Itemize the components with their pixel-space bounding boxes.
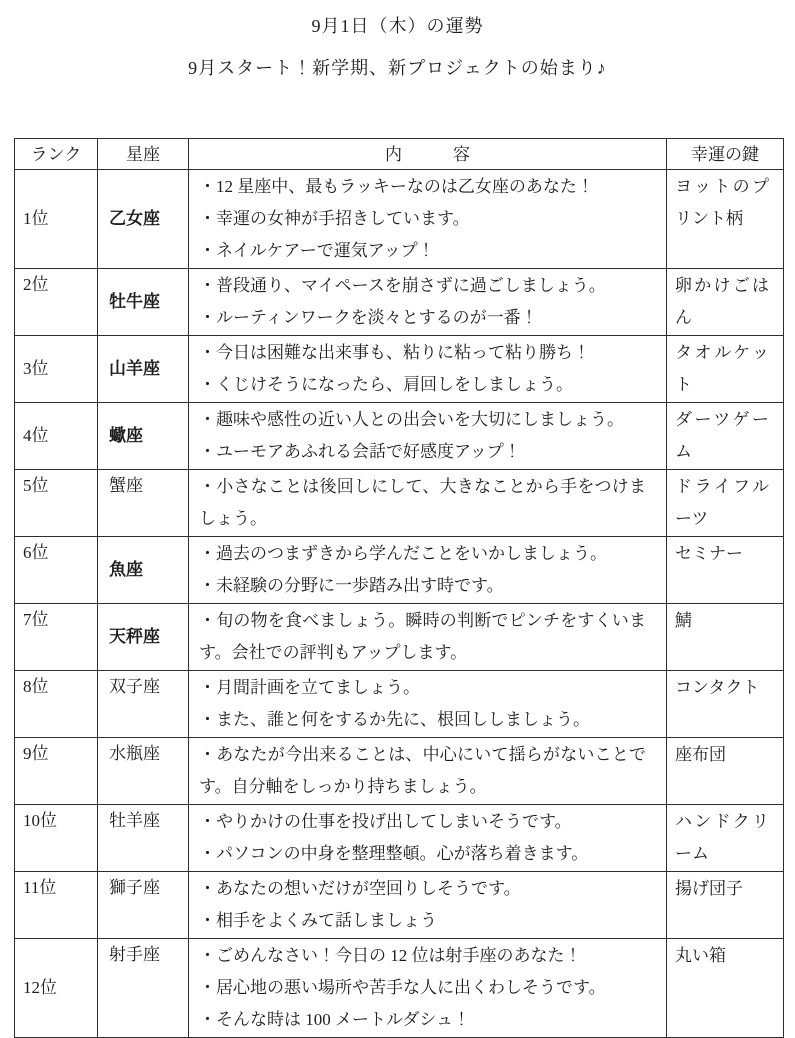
content-bullet: ・旬の物を食べましょう。瞬時の判断でピンチをすくいます。会社での評判もアップします。 xyxy=(199,611,646,662)
content-bullet: ・今日は困難な出来事も、粘りに粘って粘り勝ち！ xyxy=(199,343,590,362)
zodiac-sign-label: 牡牛座 xyxy=(109,292,160,311)
table-row xyxy=(15,604,784,671)
zodiac-sign-cell xyxy=(98,939,189,1038)
table-row xyxy=(15,872,784,939)
table-row xyxy=(15,671,784,738)
content-bullet: ・幸運の女神が手招きしています。 xyxy=(199,209,470,228)
lucky-key-cell: 揚げ団子 xyxy=(667,872,784,939)
content-cell xyxy=(189,872,667,939)
zodiac-sign-cell xyxy=(98,537,189,604)
page-subtitle: 9月スタート！新学期、新プロジェクトの始まり♪ xyxy=(188,58,607,78)
lucky-key-cell: ダーツゲーム xyxy=(667,403,784,470)
content-bullet: ・くじけそうになったら、肩回しをしましょう。 xyxy=(199,375,573,394)
content-bullet: ・ネイルケアーで運気アップ！ xyxy=(199,241,435,260)
content-cell xyxy=(189,805,667,872)
header-rank: ランク xyxy=(15,139,98,170)
table-row xyxy=(15,403,784,470)
zodiac-sign-cell xyxy=(98,403,189,470)
page-title: 9月1日（木）の運勢 xyxy=(311,16,484,36)
lucky-key-cell: タオルケット xyxy=(667,336,784,403)
content-cell xyxy=(189,336,667,403)
lucky-key-cell: 鯖 xyxy=(667,604,784,671)
content-cell xyxy=(189,738,667,805)
zodiac-sign-label: 双子座 xyxy=(109,677,160,696)
rank-cell: 7位 xyxy=(15,604,98,671)
rank-cell: 5位 xyxy=(15,470,98,537)
zodiac-sign-label: 山羊座 xyxy=(109,359,160,378)
content-cell xyxy=(189,470,667,537)
table-header-row xyxy=(15,139,784,170)
content-bullet: ・ユーモアあふれる会話で好感度アップ！ xyxy=(199,442,521,461)
content-bullet: ・小さなことは後回しにして、大きなことから手をつけましょう。 xyxy=(199,477,646,528)
zodiac-sign-label: 牡羊座 xyxy=(109,811,160,830)
content-cell xyxy=(189,403,667,470)
rank-cell: 8位 xyxy=(15,671,98,738)
rank-cell: 10位 xyxy=(15,805,98,872)
lucky-key-cell: 座布団 xyxy=(667,738,784,805)
zodiac-sign-cell xyxy=(98,170,189,269)
zodiac-sign-label: 天秤座 xyxy=(109,627,160,646)
zodiac-sign-cell xyxy=(98,336,189,403)
zodiac-sign-cell xyxy=(98,470,189,537)
rank-cell: 11位 xyxy=(15,872,98,939)
content-bullet: ・また、誰と何をするか先に、根回ししましょう。 xyxy=(199,710,590,729)
zodiac-sign-label: 魚座 xyxy=(109,560,143,579)
rank-cell: 6位 xyxy=(15,537,98,604)
lucky-key-cell: 卵かけごはん xyxy=(667,269,784,336)
lucky-key-cell: セミナー xyxy=(667,537,784,604)
header-lucky: 幸運の鍵 xyxy=(667,139,784,170)
lucky-key-cell: ドライフルーツ xyxy=(667,470,784,537)
content-bullet: ・ごめんなさい！今日の 12 位は射手座のあなた！ xyxy=(199,946,582,965)
content-bullet: ・過去のつまずきから学んだことをいかしましょう。 xyxy=(199,544,607,563)
zodiac-sign-cell xyxy=(98,805,189,872)
content-bullet: ・あなたの想いだけが空回りしそうです。 xyxy=(199,879,521,898)
header-sign: 星座 xyxy=(98,139,189,170)
content-cell xyxy=(189,671,667,738)
table-body xyxy=(15,170,784,1038)
rank-cell: 4位 xyxy=(15,403,98,470)
content-bullet: ・あなたが今出来ることは、中心にいて揺らがないことです。自分軸をしっかり持ちましょう。 xyxy=(199,745,646,796)
zodiac-sign-cell xyxy=(98,604,189,671)
lucky-key-cell: ハンドクリーム xyxy=(667,805,784,872)
table-row xyxy=(15,336,784,403)
content-bullet: ・普段通り、マイペースを崩さずに過ごしましょう。 xyxy=(199,276,606,295)
zodiac-sign-label: 蠍座 xyxy=(109,426,143,445)
content-cell xyxy=(189,269,667,336)
zodiac-sign-label: 水瓶座 xyxy=(109,744,160,763)
fortune-ranking-table xyxy=(14,138,784,1038)
rank-cell: 12位 xyxy=(15,939,98,1038)
table-row xyxy=(15,738,784,805)
content-bullet: ・パソコンの中身を整理整頓。心が落ち着きます。 xyxy=(199,844,589,863)
content-bullet: ・未経験の分野に一歩踏み出す時です。 xyxy=(199,576,504,595)
content-cell xyxy=(189,604,667,671)
content-bullet: ・ルーティンワークを淡々とするのが一番！ xyxy=(199,308,538,327)
content-bullet: ・12 星座中、最もラッキーなのは乙女座のあなた！ xyxy=(199,177,594,196)
zodiac-sign-cell xyxy=(98,872,189,939)
header-content: 内 容 xyxy=(189,139,667,170)
table-row xyxy=(15,939,784,1038)
zodiac-sign-label: 獅子座 xyxy=(109,878,160,897)
zodiac-sign-label: 射手座 xyxy=(109,945,160,964)
lucky-key-cell: コンタクト xyxy=(667,671,784,738)
table-row xyxy=(15,470,784,537)
content-cell xyxy=(189,939,667,1038)
table-row xyxy=(15,269,784,336)
lucky-key-cell: ヨットのプリント柄 xyxy=(667,170,784,269)
rank-cell: 3位 xyxy=(15,336,98,403)
zodiac-sign-cell xyxy=(98,738,189,805)
content-bullet: ・相手をよくみて話しましょう xyxy=(199,911,437,930)
table-row xyxy=(15,805,784,872)
content-cell xyxy=(189,537,667,604)
content-cell xyxy=(189,170,667,269)
zodiac-sign-cell xyxy=(98,671,189,738)
rank-cell: 1位 xyxy=(15,170,98,269)
zodiac-sign-label: 乙女座 xyxy=(109,209,160,228)
table-row xyxy=(15,170,784,269)
content-bullet: ・居心地の悪い場所や苦手な人に出くわしそうです。 xyxy=(199,978,606,997)
content-bullet: ・やりかけの仕事を投げ出してしまいそうです。 xyxy=(199,812,572,831)
rank-cell: 2位 xyxy=(15,269,98,336)
content-bullet: ・そんな時は 100 メートルダシュ！ xyxy=(199,1010,470,1029)
zodiac-sign-label: 蟹座 xyxy=(109,476,143,495)
rank-cell: 9位 xyxy=(15,738,98,805)
content-bullet: ・趣味や感性の近い人との出会いを大切にしましょう。 xyxy=(199,410,624,429)
content-bullet: ・月間計画を立てましょう。 xyxy=(199,678,420,697)
lucky-key-cell: 丸い箱 xyxy=(667,939,784,1038)
zodiac-sign-cell xyxy=(98,269,189,336)
table-row xyxy=(15,537,784,604)
